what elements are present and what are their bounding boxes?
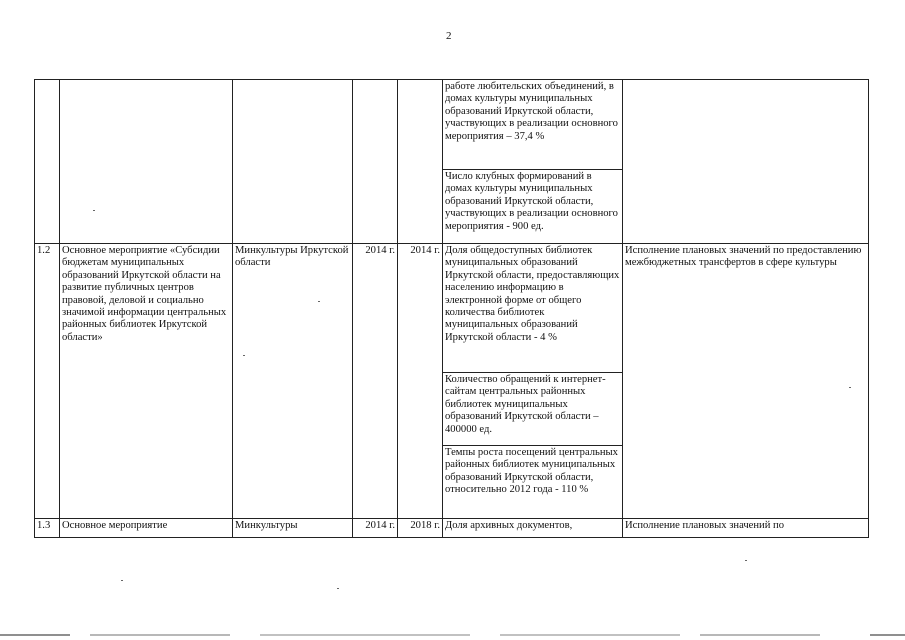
indicator-cell: Темпы роста посещений центральных районных библиотек муниципальных образований Иркутской области, относительно 2012 года - 110 % — [443, 446, 623, 519]
indicator-cell: Доля архивных документов, — [443, 519, 623, 538]
indicator-cell: Количество обращений к интернет-сайтам центральных районных библиотек муниципальных образований Иркутской области – 400000 ед. — [443, 373, 623, 446]
executor-cell: Минкультуры — [233, 519, 353, 538]
row-number-cell: 1.2 — [35, 244, 60, 519]
scan-speck — [745, 560, 747, 561]
scan-speck — [243, 355, 245, 356]
scan-speck — [121, 580, 123, 581]
indicator-cell: Число клубных формирований в домах культуры муниципальных образований Иркутской области, участвующих в реализации основного мероприятия - 900 ед. — [443, 170, 623, 244]
indicator-cell: работе любительских объединений, в домах культуры муниципальных образований Иркутской области, участвующих в реализации основного мероприятия – 37,4 % — [443, 80, 623, 170]
indicator-cell: Доля общедоступных библиотек муниципальных образований Иркутской области, предоставляющих населению информацию в электронной форме от общего количества библиотек муниципальных образований Иркутской области - 4 % — [443, 244, 623, 373]
scan-edge-noise — [0, 631, 905, 640]
row-number-cell: 1.3 — [35, 519, 60, 538]
start-year-cell — [353, 80, 398, 244]
start-year-cell: 2014 г. — [353, 244, 398, 519]
result-cell — [623, 80, 869, 244]
activity-title-cell: Основное мероприятие — [60, 519, 233, 538]
executor-cell — [233, 80, 353, 244]
executor-cell: Минкультуры Иркутской области — [233, 244, 353, 519]
activity-title-cell: Основное мероприятие «Субсидии бюджетам муниципальных образований Иркутской области на развитие публичных центров правовой, деловой и социально значимой информации центральных районных библиотек Иркутской области» — [60, 244, 233, 519]
scan-speck — [337, 588, 339, 589]
table-row — [35, 519, 869, 538]
start-year-cell: 2014 г. — [353, 519, 398, 538]
table-row — [35, 244, 869, 373]
result-cell: Исполнение плановых значений по — [623, 519, 869, 538]
end-year-cell: 2018 г. — [398, 519, 443, 538]
activities-table — [34, 79, 869, 538]
scan-speck — [849, 387, 851, 388]
result-cell: Исполнение плановых значений по предоставлению межбюджетных трансфертов в сфере культуры — [623, 244, 869, 519]
end-year-cell: 2014 г. — [398, 244, 443, 519]
scan-speck — [318, 301, 320, 302]
row-number-cell — [35, 80, 60, 244]
end-year-cell — [398, 80, 443, 244]
activity-title-cell — [60, 80, 233, 244]
scan-speck — [93, 210, 95, 211]
page-number: 2 — [446, 30, 452, 42]
table-row — [35, 80, 869, 170]
